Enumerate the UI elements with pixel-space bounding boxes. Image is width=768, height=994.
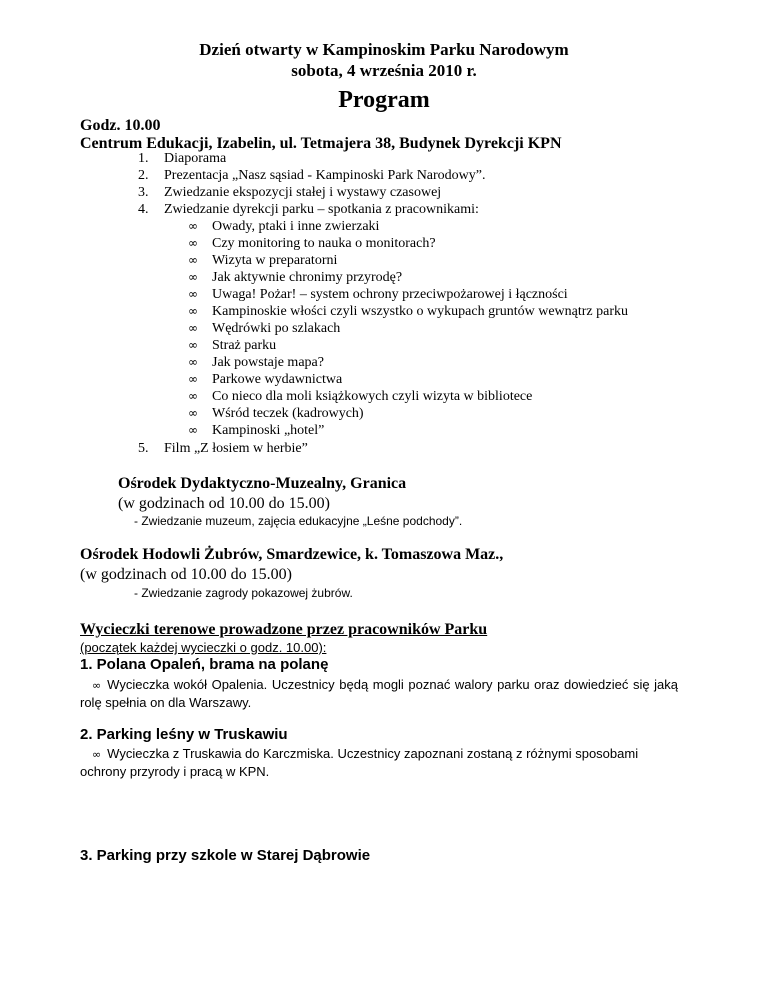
osrodek-zubrow-hours: (w godzinach od 10.00 do 15.00) [80, 566, 292, 583]
trip-1-desc [80, 676, 678, 711]
sub-item-text: Wędrówki po szlakach [212, 321, 341, 336]
infinity-bullet-icon: ∞ [188, 372, 198, 386]
sub-item-text: Jak aktywnie chronimy przyrodę? [212, 270, 403, 285]
infinity-bullet-icon: ∞ [188, 219, 198, 233]
item-number: 1. [138, 151, 149, 166]
infinity-bullet-icon: ∞ [188, 304, 198, 318]
sub-item-text: Straż parku [212, 338, 277, 353]
item-number: 5. [138, 441, 149, 456]
trip-2-desc-text: Wycieczka z Truskawia do Karczmiska. Uczestnicy zapoznani zostaną z różnymi sposobami ochrony przyrody i pracą w KPN. [80, 746, 639, 779]
osrodek-granica-title: Ośrodek Dydaktyczno-Muzealny, Granica [118, 475, 407, 492]
start-time: Godz. 10.00 [80, 117, 161, 134]
infinity-bullet-icon: ∞ [188, 406, 198, 420]
infinity-bullet-icon: ∞ [188, 338, 198, 352]
infinity-bullet-icon: ∞ [188, 389, 198, 403]
event-title: Dzień otwarty w Kampinoskim Parku Narodowym [199, 40, 569, 59]
item-text: Zwiedzanie dyrekcji parku – spotkania z pracownikami: [164, 202, 479, 217]
osrodek-zubrow-title: Ośrodek Hodowli Żubrów, Smardzewice, k. Tomaszowa Maz., [80, 546, 504, 563]
infinity-bullet-icon: ∞ [188, 321, 198, 335]
sub-item-text: Uwaga! Pożar! – system ochrony przeciwpożarowej i łączności [212, 287, 568, 302]
infinity-bullet-icon: ∞ [188, 236, 198, 250]
infinity-bullet-icon: ∞ [188, 253, 198, 267]
item-text: Diaporama [164, 151, 227, 166]
event-date: sobota, 4 września 2010 r. [291, 61, 477, 80]
trip-2-title: 2. Parking leśny w Truskawiu [80, 726, 288, 743]
sub-item-text: Czy monitoring to nauka o monitorach? [212, 236, 436, 251]
infinity-bullet-icon: ∞ [188, 423, 198, 437]
osrodek-zubrow-desc: - Zwiedzanie zagrody pokazowej żubrów. [134, 586, 353, 600]
item-number: 4. [138, 202, 149, 217]
infinity-bullet-icon: ∞ [92, 748, 102, 761]
osrodek-granica-desc: - Zwiedzanie muzeum, zajęcia edukacyjne „Leśne podchody”. [134, 514, 463, 528]
trip-1-desc-text: Wycieczka wokół Opalenia. Uczestnicy będą mogli poznać walory parku oraz dowiedzieć się jaką rolę spełnia on dla Warszawy. [80, 677, 678, 710]
infinity-bullet-icon: ∞ [188, 287, 198, 301]
sub-item-text: Jak powstaje mapa? [212, 355, 324, 370]
sub-item-text: Kampinoskie włości czyli wszystko o wykupach gruntów wewnątrz parku [212, 304, 629, 319]
osrodek-granica-hours: (w godzinach od 10.00 do 15.00) [118, 495, 330, 512]
item-number: 2. [138, 168, 149, 183]
item-number: 3. [138, 185, 149, 200]
venue-heading: Centrum Edukacji, Izabelin, ul. Tetmajera 38, Budynek Dyrekcji KPN [80, 135, 562, 152]
trips-heading: Wycieczki terenowe prowadzone przez pracowników Parku [80, 621, 488, 638]
infinity-bullet-icon: ∞ [188, 270, 198, 284]
trips-start-note: (początek każdej wycieczki o godz. 10.00): [80, 640, 327, 655]
sub-item-text: Parkowe wydawnictwa [212, 372, 343, 387]
item-text: Film „Z łosiem w herbie” [164, 441, 308, 456]
sub-item-text: Owady, ptaki i inne zwierzaki [212, 219, 380, 234]
trip-2-desc [80, 745, 678, 780]
infinity-bullet-icon: ∞ [92, 679, 102, 692]
item-text: Zwiedzanie ekspozycji stałej i wystawy czasowej [164, 185, 442, 200]
item-text: Prezentacja „Nasz sąsiad - Kampinoski Park Narodowy”. [164, 168, 486, 183]
sub-item-text: Wśród teczek (kadrowych) [212, 406, 364, 421]
program-heading: Program [338, 87, 430, 113]
sub-item-text: Co nieco dla moli książkowych czyli wizyta w bibliotece [212, 389, 533, 404]
sub-item-text: Wizyta w preparatorni [212, 253, 338, 268]
trip-3-title: 3. Parking przy szkole w Starej Dąbrowie [80, 847, 371, 864]
sub-item-text: Kampinoski „hotel” [212, 423, 325, 438]
infinity-bullet-icon: ∞ [188, 355, 198, 369]
trip-1-title: 1. Polana Opaleń, brama na polanę [80, 656, 329, 673]
